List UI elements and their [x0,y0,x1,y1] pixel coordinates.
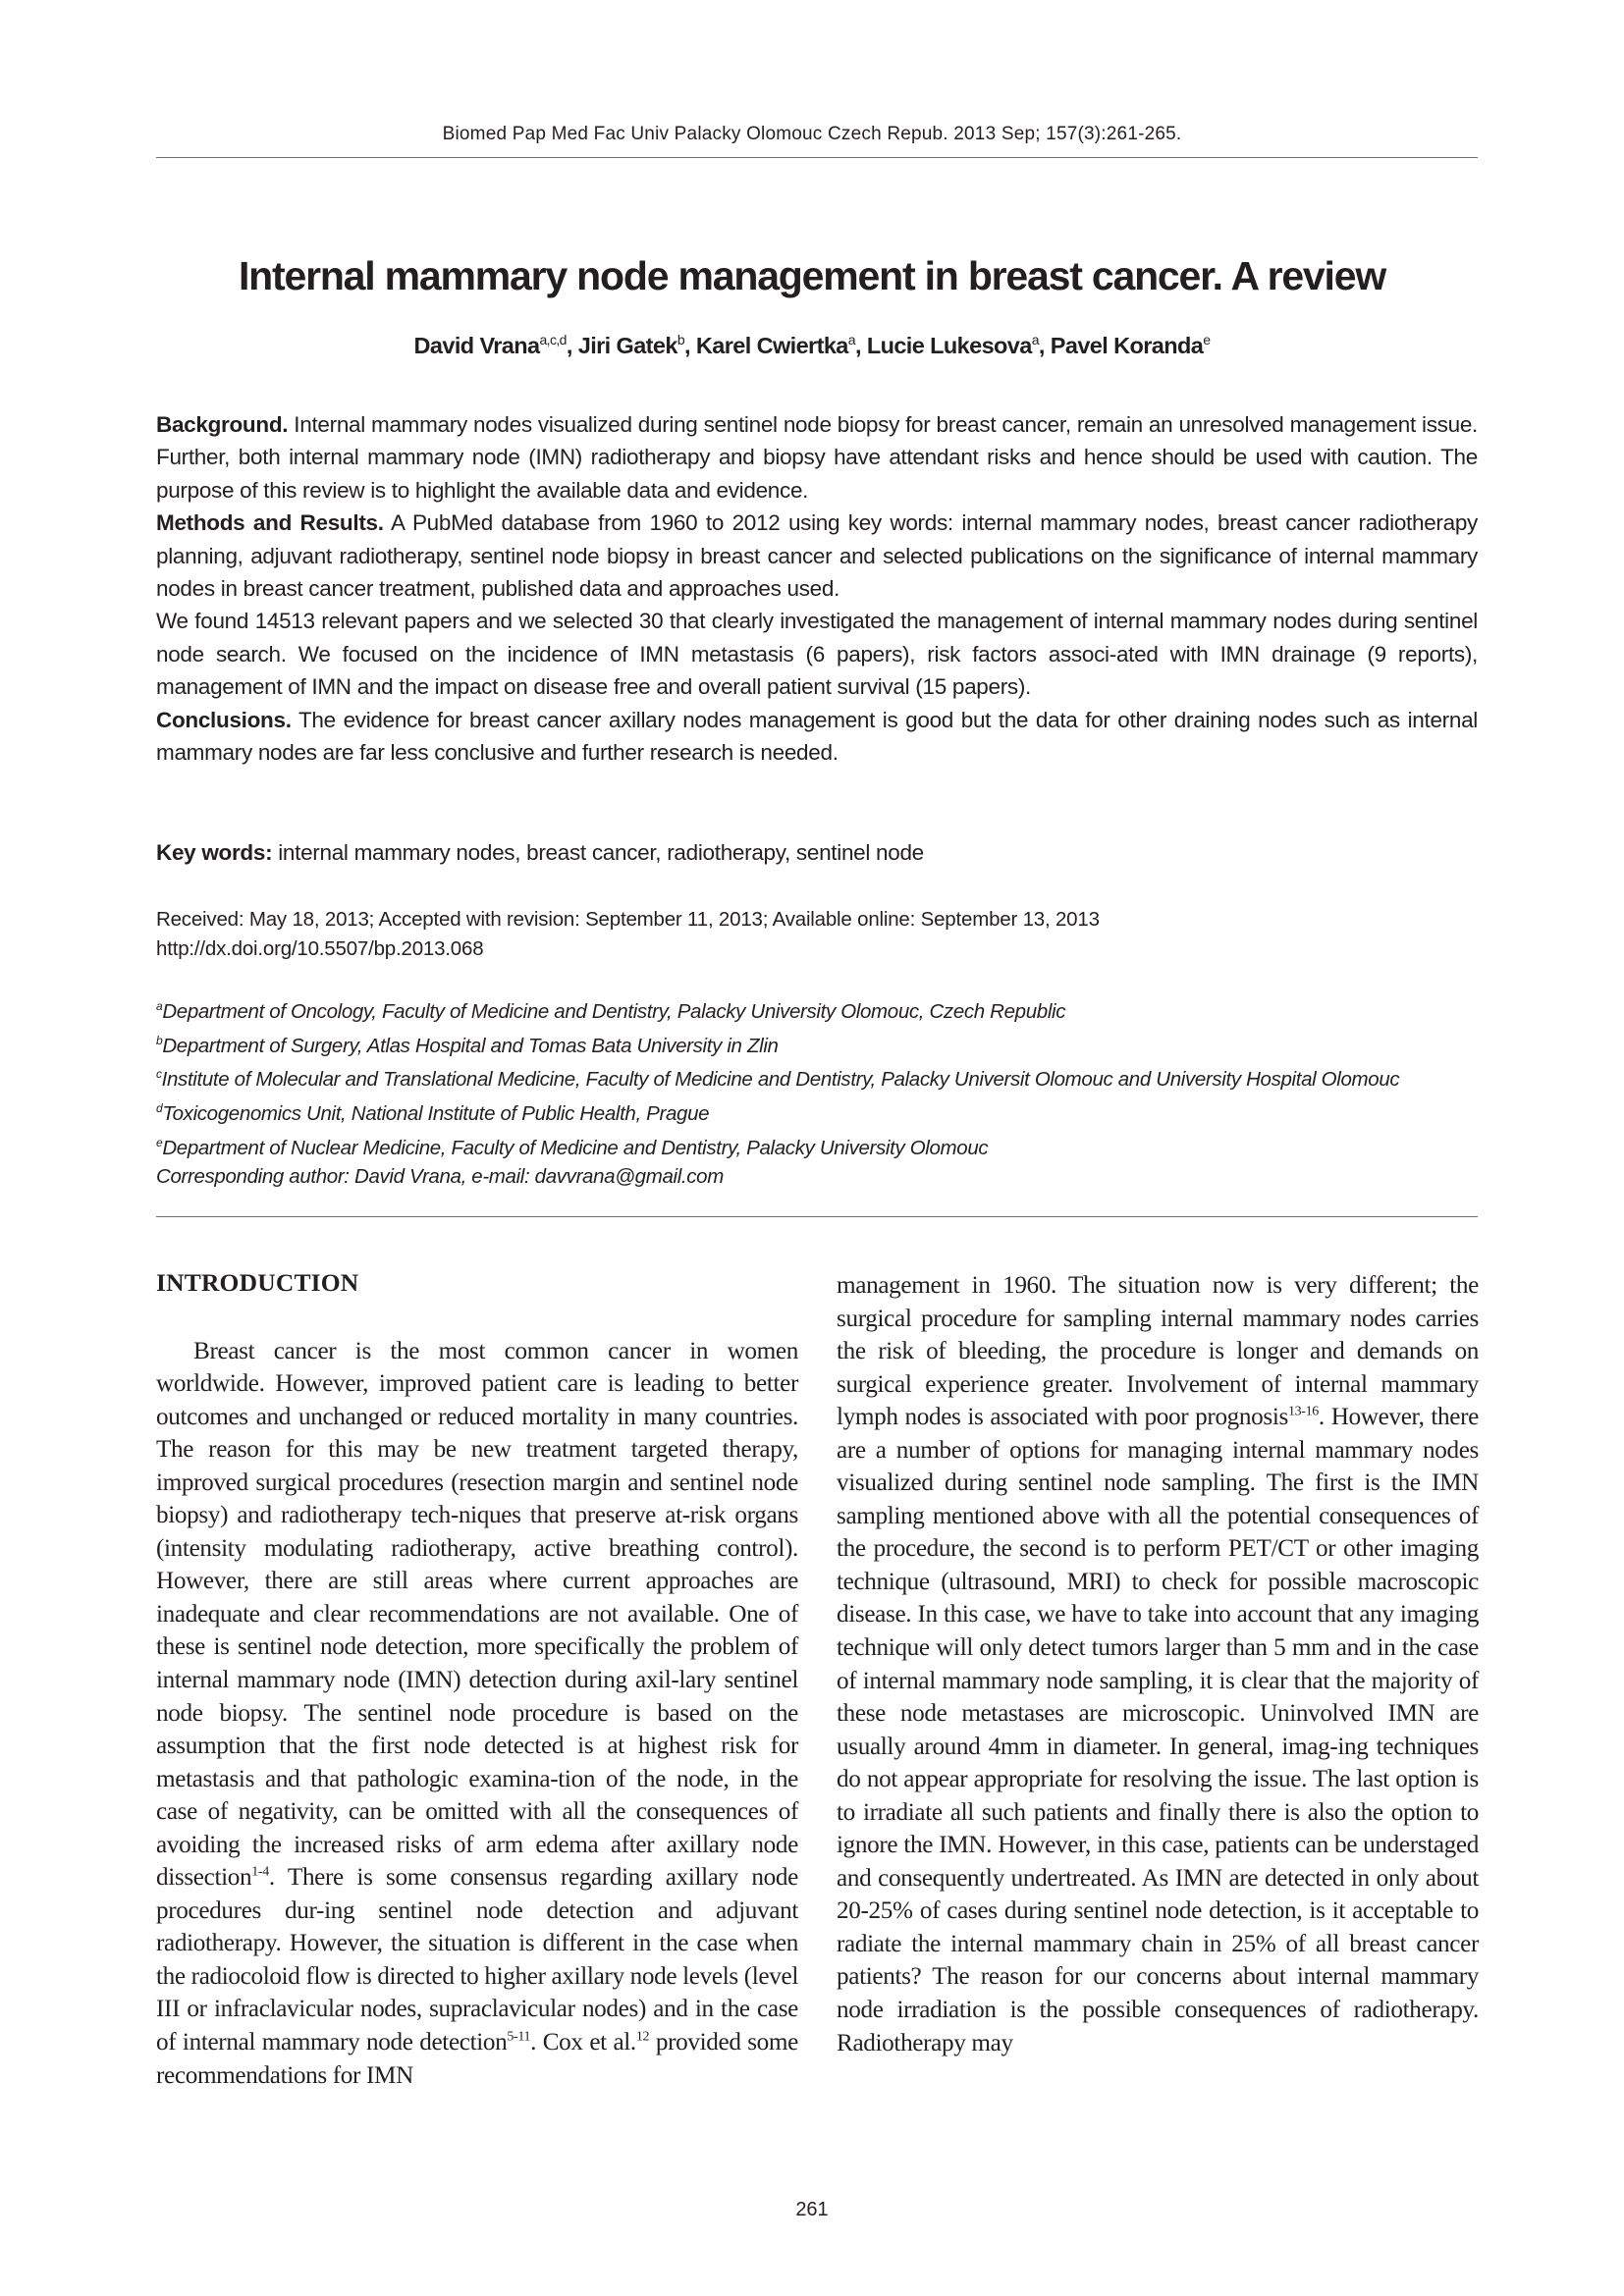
page-number: 261 [795,2199,829,2220]
author-separator: , [854,332,867,358]
abstract-conclusions [156,704,1478,770]
body-paragraph [837,1269,1479,2059]
affiliation-text: Department of Nuclear Medicine, Faculty of Medicine and Dentistry, Palacky University Olomouc [162,1136,989,1159]
abstract-background-text: Internal mammary nodes visualized during sentinel node biopsy for breast cancer, remain an unresolved management issue. Further, both internal mammary node (IMN) radiotherapy and biopsy have attendant risks and hence should be used with caution. The purpose of this review is to highlight the available data and evidence. [156,412,1478,503]
author-list [0,332,1624,359]
citation-ref: 5-11 [507,2029,531,2045]
abstract-methods [156,507,1478,605]
dates-line: Received: May 18, 2013; Accepted with revision: September 11, 2013; Available online: September 13, 2013 [156,908,1100,931]
section-heading-introduction: INTRODUCTION [156,1268,359,1297]
author-affiliation-mark: b [677,332,685,347]
body-text: Breast cancer is the most common cancer in women worldwide. However, improved patient care is leading to better outcomes and unchanged or reduced mortality in many countries. The reason for this may be new treatment targeted therapy, improved surgical procedures (resection margin and sentinel node biopsy) and radiotherapy tech-niques that preserve at-risk organs (intensity modulating radiotherapy, active breathing control). However, there are still areas where current approaches are inadequate and clear recommendations are not available. One of these is sentinel node detection, more specifically the problem of internal mammary node (IMN) detection during axil-lary sentinel node biopsy. The sentinel node procedure is based on the assumption that the first node detected is at highest risk for metastasis and that pathologic examina-tion of the node, in the case of negativity, can be omitted with all the consequences of avoiding the increased risks of arm edema after axillary node dissection [156,1337,798,1892]
citation-ref: 12 [635,2029,650,2045]
affiliation-text: Toxicogenomics Unit, National Institute of Public Health, Prague [162,1101,710,1125]
abstract-background-label: Background. [156,412,289,437]
affiliation-mark: d [156,1100,163,1115]
keywords-label: Key words: [156,840,273,865]
article-title: Internal mammary node management in breast cancer. A review [238,253,1386,298]
abstract-results: We found 14513 relevant papers and we selected 30 that clearly investigated the management of internal mammary nodes during sentinel node search. We focused on the incidence of IMN metastasis (6 papers), risk factors associ-ated with IMN drainage (9 reports), management of IMN and the impact on disease free and overall patient survival (15 papers). [156,609,1478,700]
affiliations-divider [156,1216,1478,1217]
abstract-conclusions-label: Conclusions. [156,707,292,732]
body-paragraph [156,1335,798,2093]
author-separator: , [684,332,696,358]
abstract-methods-label: Methods and Results. [156,510,384,536]
author-affiliation-mark: e [1203,332,1211,347]
publication-dates [156,905,1478,964]
affiliation-item [156,1095,1478,1129]
abstract-methods-text: A PubMed database from 1960 to 2012 using key words: internal mammary nodes, breast cancer radiotherapy planning, adjuvant radiotherapy, sentinel node biopsy in breast cancer and selected publications on the significance of internal mammary nodes in breast cancer treatment, published data and approaches used. [156,510,1478,602]
abstract-background [156,408,1478,507]
author-name: Pavel Koranda [1050,332,1204,358]
affiliation-mark: a [156,999,163,1013]
affiliation-text: Institute of Molecular and Translational Medicine, Faculty of Medicine and Dentistry, Palacky Universit Olomouc and University Hospital Olomouc [161,1068,1400,1092]
citation-ref: 1-4 [251,1864,269,1880]
affiliation-text: Department of Oncology, Faculty of Medicine and Dentistry, Palacky University Olomouc, Czech Republic [162,999,1066,1023]
affiliation-item [156,1129,1478,1163]
author-name: Jiri Gatek [577,332,677,358]
affiliations [156,992,1478,1192]
abstract [156,408,1478,769]
body-column-left [156,1266,798,2092]
affiliation-mark: e [156,1135,163,1149]
author-affiliation-mark: a,c,d [539,332,567,347]
affiliation-text: Department of Surgery, Atlas Hospital and Tomas Bata University in Zlin [162,1034,779,1057]
affiliation-item [156,1027,1478,1061]
body-text: . However, there are a number of options for managing internal mammary nodes visualized during sentinel node sampling. The first is the IMN sampling mentioned above with all the potential consequences of the procedure, the second is to perform PET/CT or other imaging technique (ultrasound, MRI) to check for possible macroscopic disease. In this case, we have to take into account that any imaging technique will only detect tumors larger than 5 mm and in the case of internal mammary node sampling, it is clear that the majority of these node metastases are microscopic. Uninvolved IMN are usually around 4mm in diameter. In general, imag-ing techniques do not appear appropriate for resolving the issue. The last option is to irradiate all such patients and finally there is also the option to ignore the IMN. However, in this case, patients can be understaged and consequently undertreated. As IMN are detected in only about 20-25% of cases during sentinel node detection, is it acceptable to radiate the internal mammary chain in 25% of all breast cancer patients? The reason for our concerns about internal mammary node irradiation is the possible consequences of radiotherapy. Radiotherapy may [837,1404,1479,2056]
doi-link[interactable]: http://dx.doi.org/10.5507/bp.2013.068 [156,937,484,960]
author-name: David Vrana [413,332,540,358]
header-divider [156,157,1478,158]
author-affiliation-mark: a [1031,332,1039,347]
author-separator: , [1038,332,1051,358]
author-name: Lucie Lukesova [866,332,1032,358]
corresponding-author: Corresponding author: David Vrana, e-mail: davvrana@gmail.com [156,1165,724,1189]
affiliation-mark: c [156,1067,162,1082]
keywords [156,840,1478,866]
running-head: Biomed Pap Med Fac Univ Palacky Olomouc Czech Repub. 2013 Sep; 157(3):261-265. [442,124,1182,144]
author-separator: , [566,332,578,358]
author-affiliation-mark: a [847,332,855,347]
affiliation-mark: b [156,1033,163,1047]
citation-ref: 13-16 [1287,1404,1319,1419]
body-text: management in 1960. The situation now is very different; the surgical procedure for sampling internal mammary nodes carries the risk of bleeding, the procedure is longer and demands on surgical experience greater. Involvement of internal mammary lymph nodes is associated with poor prognosis [837,1272,1479,1431]
author-name: Karel Cwiertka [695,332,848,358]
body-text: . There is some consensus regarding axillary node procedures dur-ing sentinel node detection and adjuvant radiotherapy. However, the situation is different in the case when the radiocoloid flow is directed to higher axillary node levels (level III or infraclavicular nodes, supraclavicular nodes) and in the case of internal mammary node detection [156,1864,798,2056]
body-column-right [837,1269,1479,2059]
abstract-conclusions-text: The evidence for breast cancer axillary nodes management is good but the data for other draining nodes such as internal mammary nodes are far less conclusive and further research is needed. [156,707,1478,766]
affiliation-item [156,1060,1478,1095]
keywords-text: internal mammary nodes, breast cancer, radiotherapy, sentinel node [272,840,924,865]
affiliation-item [156,992,1478,1027]
body-text: provided some recommendations for IMN [156,2029,798,2089]
body-text: . Cox et al. [530,2029,636,2056]
